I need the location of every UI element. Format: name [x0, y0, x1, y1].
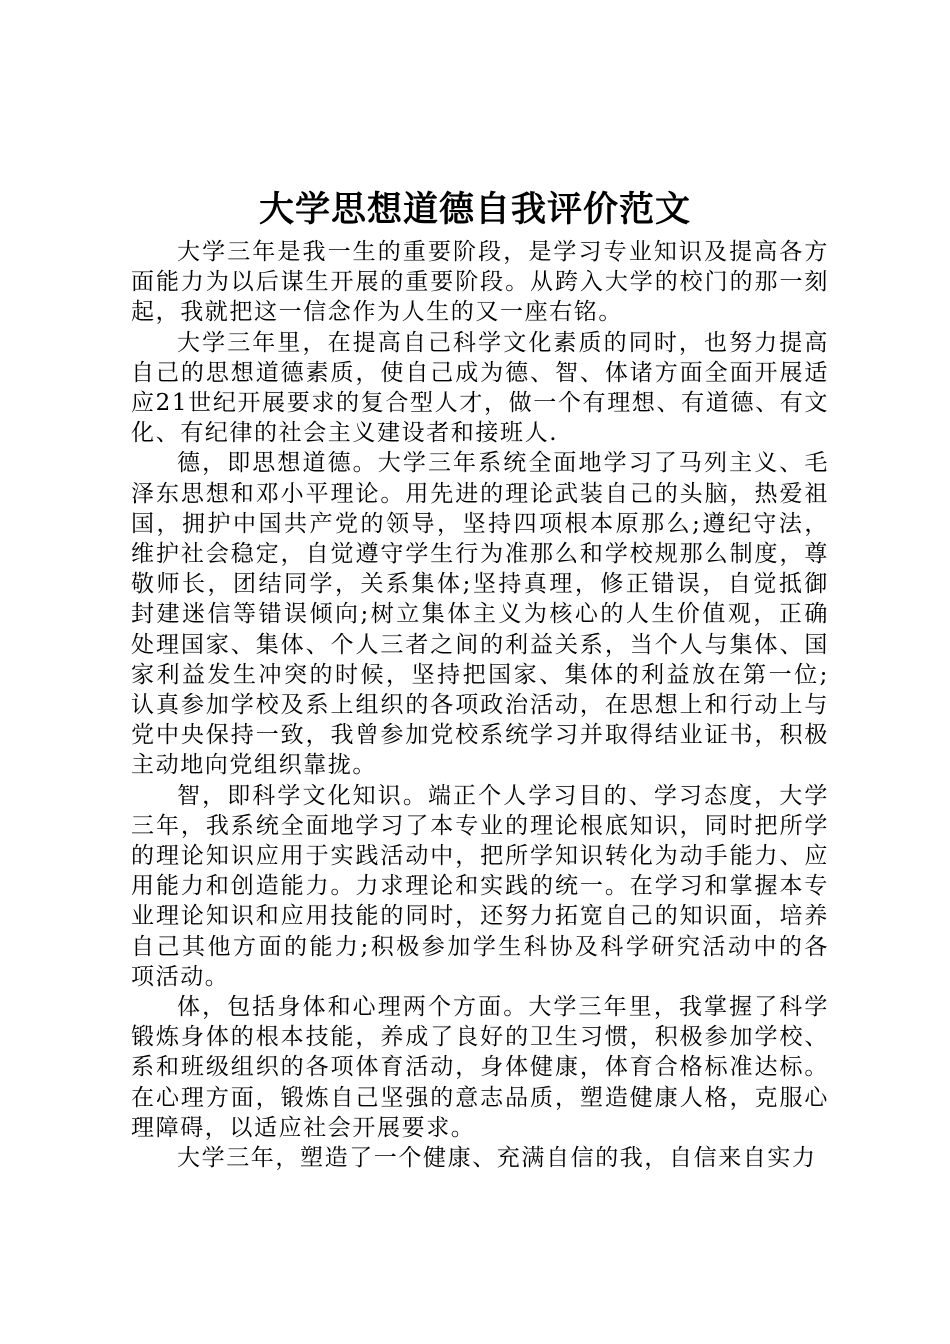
paragraph-intellect: 智，即科学文化知识。端正个人学习目的、学习态度，大学三年，我系统全面地学习了本专业的理论根底知识，同时把所学的理论知识应用于实践活动中，把所学知识转化为动手能力、应用能力和创造能力。力求理论和实践的统一。在学习和掌握本专业理论知识和应用技能的同时，还努力拓宽自己的知识面，培养自己其他方面的能力;积极参加学生科协及科学研究活动中的各项活动。	[131, 782, 829, 990]
paragraph-physical: 体，包括身体和心理两个方面。大学三年里，我掌握了科学锻炼身体的根本技能，养成了良好的卫生习惯，积极参加学校、系和班级组织的各项体育活动，身体健康，体育合格标准达标。在心理方面，锻炼自己坚强的意志品质，塑造健康人格，克服心理障碍，以适应社会开展要求。	[131, 994, 829, 1141]
document-title: 大学思想道德自我评价范文	[258, 189, 691, 230]
paragraph-overview: 大学三年里，在提高自己科学文化素质的同时，也努力提高自己的思想道德素质，使自己成为德、智、体诸方面全面开展适应21世纪开展要求的复合型人才，做一个有理想、有道德、有文化、有纪律的社会主义建设者和接班人.	[131, 329, 829, 447]
paragraph-conclusion: 大学三年，塑造了一个健康、充满自信的我，自信来自实力	[177, 1145, 817, 1172]
paragraph-morality: 德，即思想道德。大学三年系统全面地学习了马列主义、毛泽东思想和邓小平理论。用先进的理论武装自己的头脑，热爱祖国，拥护中国共产党的领导，坚持四项根本原那么;遵纪守法，维护社会稳定，自觉遵守学生行为准那么和学校规那么制度，尊敬师长，团结同学，关系集体;坚持真理，修正错误，自觉抵御封建迷信等错误倾向;树立集体主义为核心的人生价值观，正确处理国家、集体、个人三者之间的利益关系，当个人与集体、国家利益发生冲突的时候，坚持把国家、集体的利益放在第一位;认真参加学校及系上组织的各项政治活动，在思想上和行动上与党中央保持一致，我曾参加党校系统学习并取得结业证书，积极主动地向党组织靠拢。	[131, 450, 829, 779]
paragraph-intro: 大学三年是我一生的重要阶段，是学习专业知识及提高各方面能力为以后谋生开展的重要阶段。从跨入大学的校门的那一刻起，我就把这一信念作为人生的又一座右铭。	[131, 239, 829, 326]
document-body	[131, 237, 829, 1173]
